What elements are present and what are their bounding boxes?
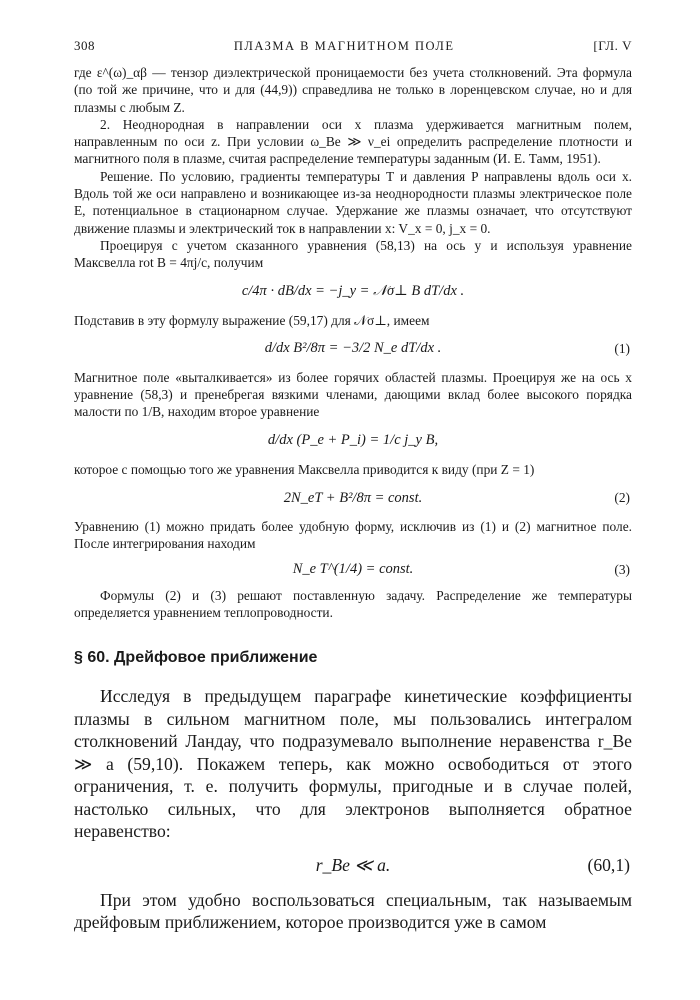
- equation-number: (1): [614, 340, 630, 356]
- formula-2: [74, 478, 632, 518]
- paragraph: Магнитное поле «выталкивается» из более горячих областей плазмы. Проецируя же на ось x уравнение (58,3) и пренебрегая вязкими членами, дающими вклад более высокого порядка малости по 1/B, находим второе уравнение: [74, 369, 632, 420]
- paragraph: Проецируя с учетом сказанного уравнения (58,13) на ось y и используя уравнение Максвелла rot B = 4πj/c, получим: [74, 237, 632, 271]
- paragraph: Исследуя в предыдущем параграфе кинетические коэффициенты плазмы в сильном магнитном поле, мы пользовались интегралом столкновений Ландау, что подразумевало выполнение неравенства r_Be ≫ a (59,10). Покажем теперь, как можно освободиться от этого ограничения, т. е. получить формулы, пригодные и в случае полей, настолько сильных, что для электронов выполняется обратное неравенство:: [74, 686, 632, 842]
- formula-text: r_Be ≪ a.: [315, 855, 391, 876]
- running-title: ПЛАЗМА В МАГНИТНОМ ПОЛЕ: [233, 39, 455, 53]
- formula: [74, 421, 632, 461]
- paragraph: При этом удобно воспользоваться специальным, так называемым дрейфовым приближением, которое производится уже в самом: [74, 889, 632, 933]
- paragraph: Уравнению (1) можно придать более удобную форму, исключив из (1) и (2) магнитное поле. После интегрирования находим: [74, 519, 632, 552]
- problem-text: [74, 64, 632, 621]
- paragraph: 2. Неоднородная в направлении оси x плазма удерживается магнитным полем, направленным по оси z. При условии ω_Be ≫ ν_ei определить распределение плотности и магнитного поля в плазме, считая распределение температуры заданным (И. Е. Тамм, 1951).: [74, 116, 632, 167]
- formula-text: d/dx (P_e + P_i) = 1/c j_y B,: [267, 432, 439, 449]
- book-page: [74, 38, 632, 934]
- paragraph: которое с помощью того же уравнения Максвелла приводится к виду (при Z = 1): [74, 461, 535, 477]
- paragraph: где ε^(ω)_αβ — тензор диэлектрической проницаемости без учета столкновений. Эта формула (по той же причине, что и для (44,9)) справедлива не только в лоренцевском случае, но и для плазмы с любым Z.: [74, 65, 632, 115]
- paragraph: Решение. По условию, градиенты температуры T и давления P направлены вдоль оси x. Вдоль той же оси направлено и возникающее из-за неоднородности плазмы электрическое поле E, потенциальное в стационарном случае. Удержание же плазмы означает, что отсутствуют движение плазмы и электрический ток в направлении x: V_x = 0, j_x = 0.: [74, 168, 632, 236]
- equation-number: (60,1): [587, 855, 630, 876]
- chapter-label: [ГЛ. V: [593, 38, 632, 53]
- equation-number: (2): [614, 490, 630, 506]
- formula-text: 2N_eT + B²/8π = const.: [283, 489, 423, 506]
- formula-text: d/dx B²/8π = −3/2 N_e dT/dx .: [264, 340, 442, 357]
- paragraph: Подставив в эту формулу выражение (59,17) для 𝒩σ⊥, имеем: [74, 312, 430, 328]
- formula-3: [74, 553, 632, 587]
- formula-60-1: [74, 843, 632, 889]
- formula-1: [74, 329, 632, 369]
- page-number: 308: [74, 38, 95, 53]
- equation-number: (3): [614, 561, 630, 577]
- section-heading: § 60. Дрейфовое приближение: [74, 649, 318, 667]
- paragraph: Формулы (2) и (3) решают поставленную задачу. Распределение же температуры определяется уравнением теплопроводности.: [74, 587, 632, 620]
- formula-text: c/4π · dB/dx = −j_y = 𝒩σ⊥ B dT/dx .: [241, 283, 465, 300]
- formula: [74, 272, 632, 312]
- section-text: [74, 685, 632, 934]
- formula-text: N_e T^(1/4) = const.: [292, 561, 414, 578]
- page-header: [74, 38, 632, 64]
